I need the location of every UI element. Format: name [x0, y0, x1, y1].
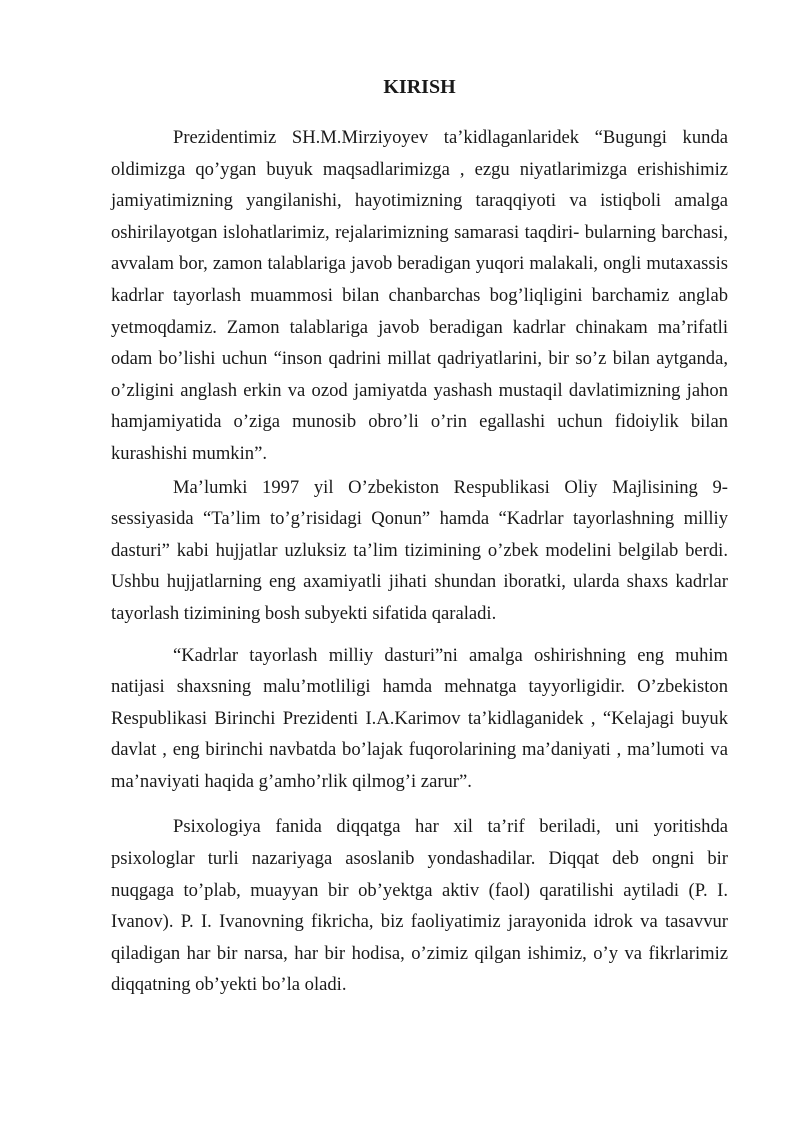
paragraph-1: Prezidentimiz SH.M.Mirziyoyev ta’kidlaganlaridek “Bugungi kunda oldimizga qo’ygan buyuk maqsadlarimizga , ezgu niyatlarimizga erishishimiz jamiyatimizning yangilanishi, hayotimizning taraqqiyoti va istiqboli amalga oshirilayotgan islohatlarimiz, rejalarimizning samarasi taqdiri- bularning barchasi, avvalam bor, zamon talablariga javob beradigan yuqori malakali, ongli mutaxassis kadrlar tayorlash muammosi bilan chanbarchas bog’liqligini barchamiz anglab yetmoqdamiz. Zamon talablariga javob beradigan kadrlar chinakam ma’rifatli odam bo’lishi uchun “inson qadrini millat qadriyatlarini, bir so’z bilan aytganda, o’zligini anglash erkin va ozod jamiyatda yashash mustaqil davlatimizning jahon hamjamiyatida o’ziga munosib obro’li o’rin egallashi uchun fidoiylik bilan kurashishi mumkin”.	[111, 127, 728, 464]
paragraph-4: Psixologiya fanida diqqatga har xil ta’rif beriladi, uni yoritishda psixologlar turli nazariyaga asoslanib yondashadilar. Diqqat deb ongni bir nuqgaga to’plab, muayyan bir ob’yektga aktiv (faol) qaratilishi aytiladi (P. I. Ivanov). P. I. Ivanovning fikricha, biz faoliyatimiz jarayonida idrok va tasavvur qiladigan har bir narsa, har bir hodisa, o’zimiz qilgan ishimiz, o’y va fikrlarimiz diqqatning ob’yekti bo’la oladi.	[111, 816, 728, 996]
page-title: KIRISH	[383, 76, 456, 98]
document-page	[111, 70, 728, 1001]
paragraph-3: “Kadrlar tayorlash milliy dasturi”ni amalga oshirishning eng muhim natijasi shaxsning malu’motliligi hamda mehnatga tayyorligidir. O’zbekiston Respublikasi Birinchi Prezidenti I.A.Karimov ta’kidlaganidek , “Kelajagi buyuk davlat , eng birinchi navbatda bo’lajak fuqorolarining ma’daniyati , ma’lumoti va ma’naviyati haqida g’amho’rlik qilmog’i zarur”.	[111, 644, 728, 792]
paragraph-2: Ma’lumki 1997 yil O’zbekiston Respublikasi Oliy Majlisining 9-sessiyasida “Ta’lim to’g’risidagi Qonun” hamda “Kadrlar tayorlashning milliy dasturi” kabi hujjatlar uzluksiz ta’lim tizimining o’zbek modelini belgilab berdi. Ushbu hujjatlarning eng axamiyatli jihati shundan iboratki, ularda shaxs kadrlar tayorlash tizimining bosh subyekti sifatida qaraladi.	[111, 476, 728, 624]
